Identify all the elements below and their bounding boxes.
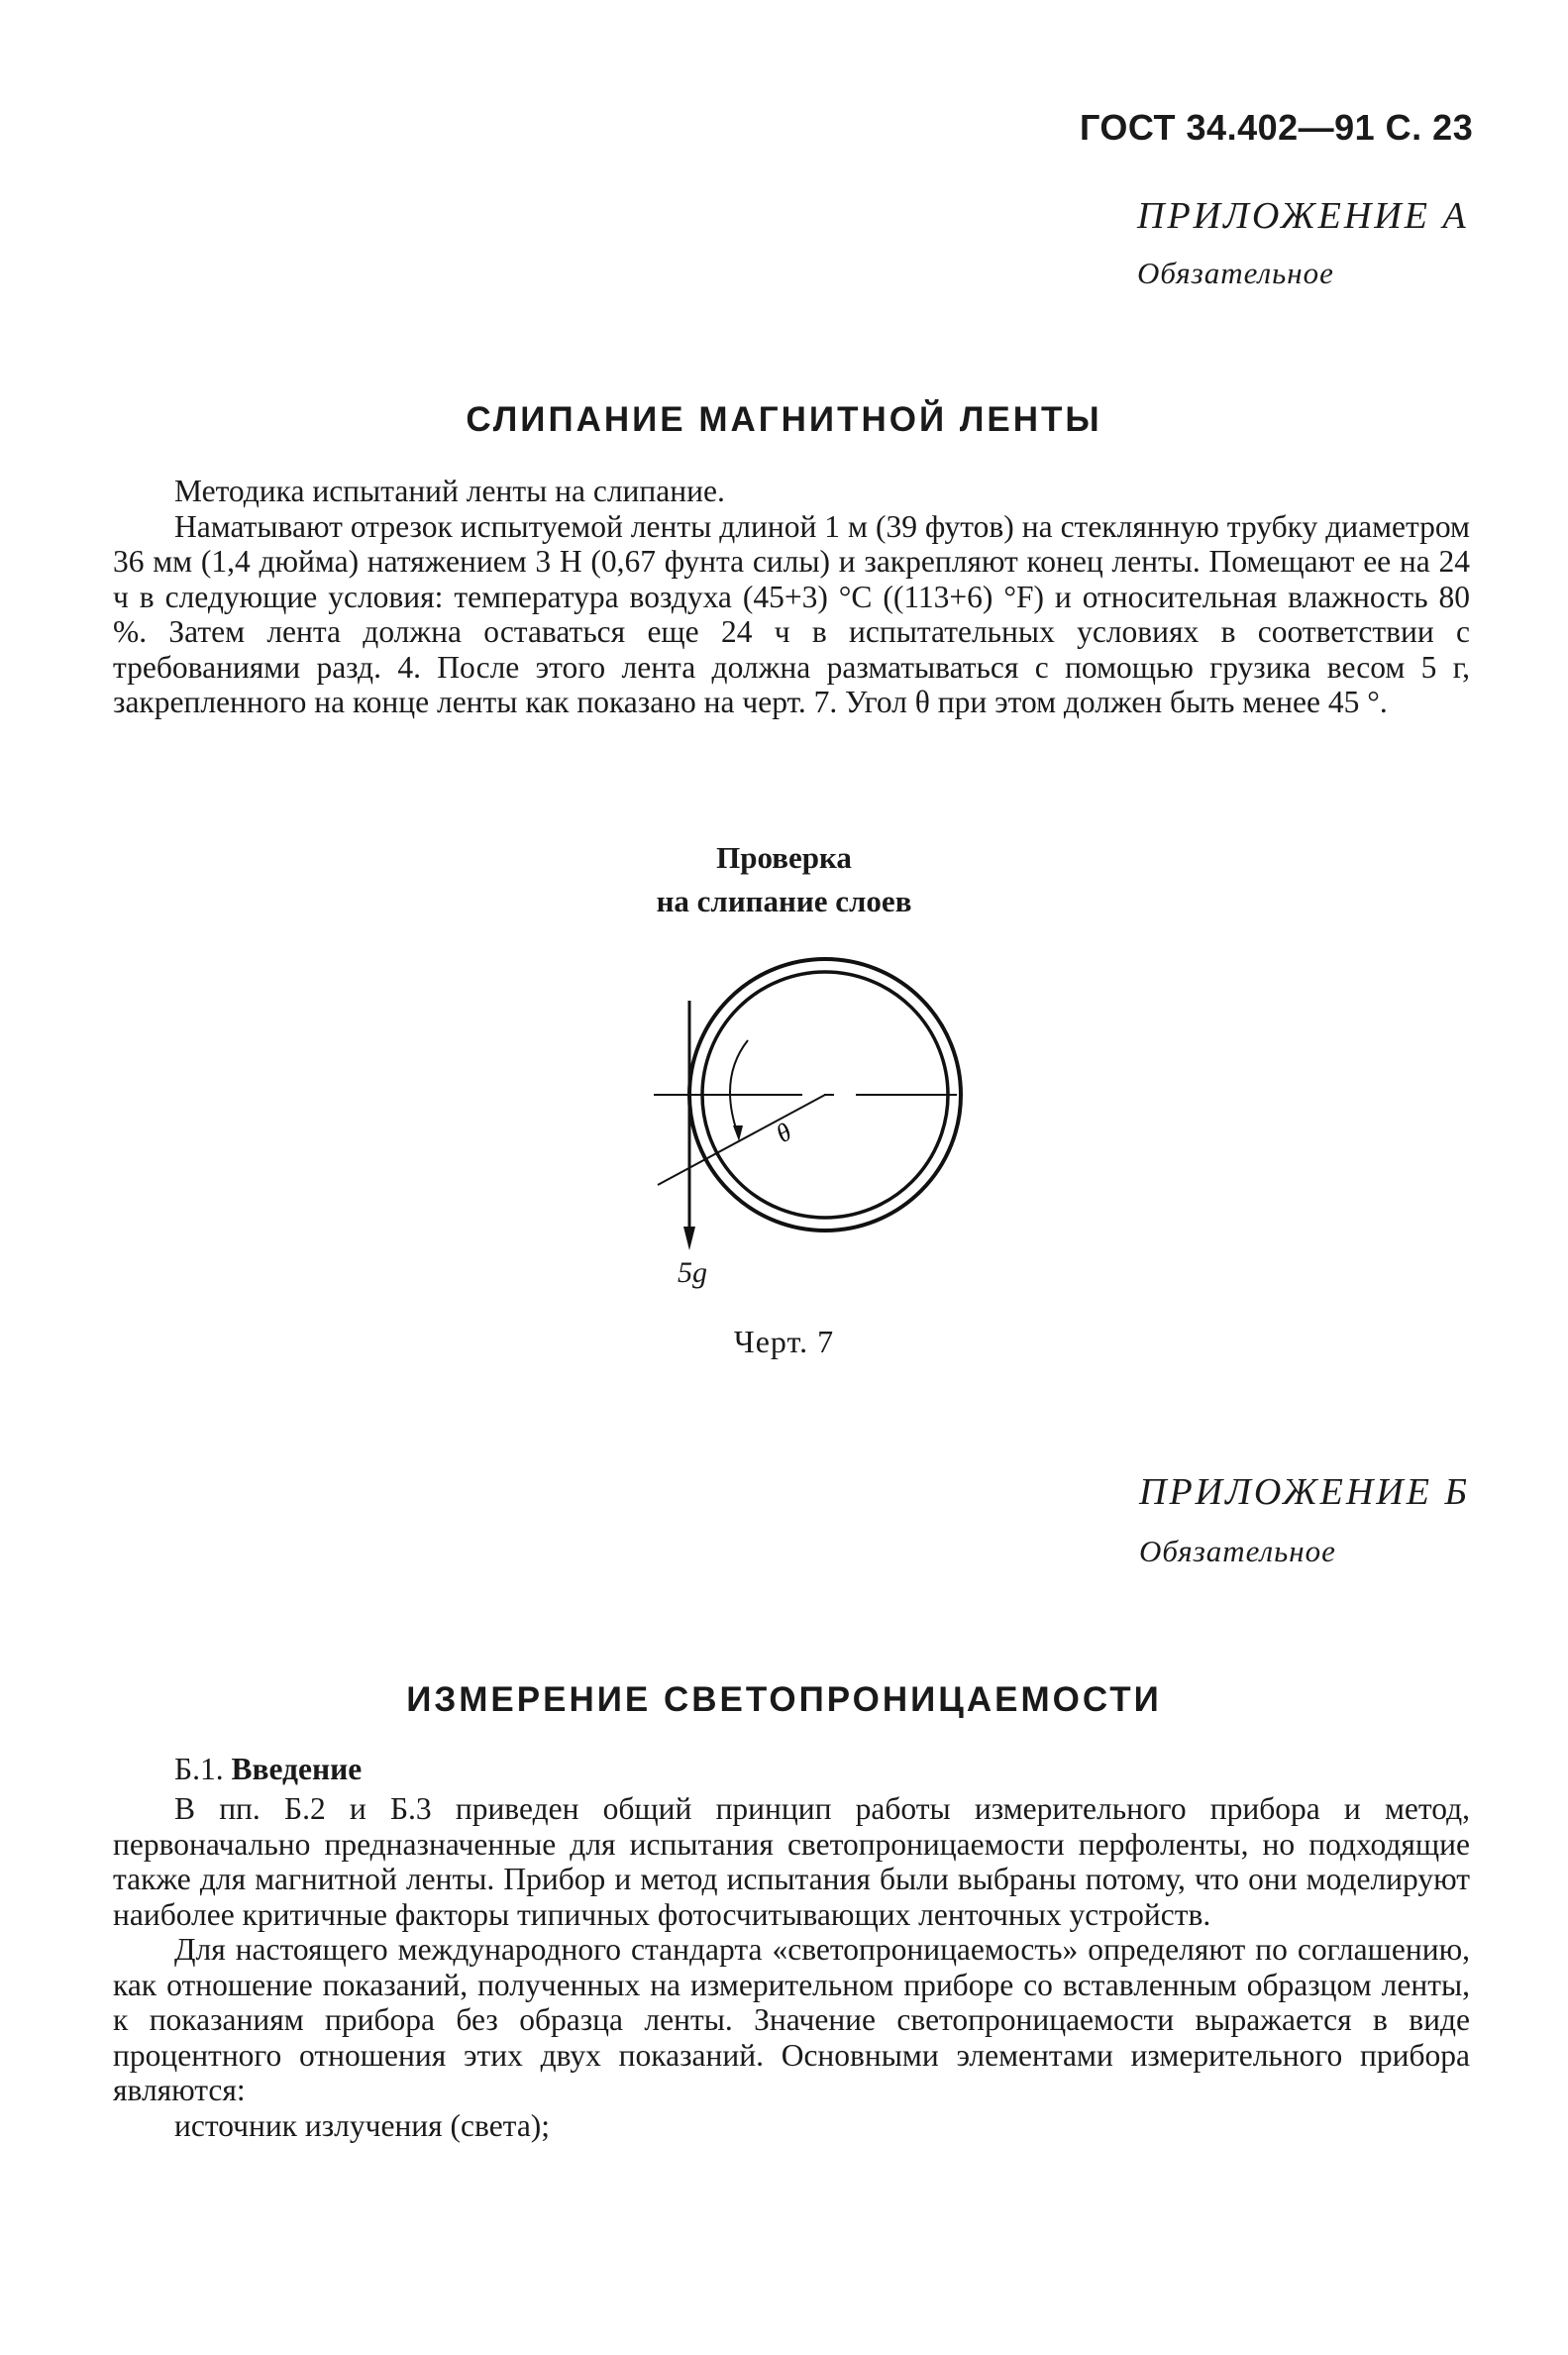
paragraph: В пп. Б.2 и Б.3 приведен общий принцип работы измерительного прибора и метод, первоначально предназначенные для испытания светопроницаемости перфоленты, но подходящие также для магнитной ленты. Прибор и метод испытания были выбраны потому, что они моделируют наиболее критичные факторы типичных фотосчитывающих ленточных устройств. xyxy=(113,1791,1470,1932)
weight-arrow-icon xyxy=(683,1227,695,1250)
subsection-title: Введение xyxy=(231,1752,363,1786)
figure-caption xyxy=(0,836,1568,923)
page-header: ГОСТ 34.402—91 С. 23 xyxy=(1080,107,1474,148)
paragraph: Методика испытаний ленты на слипание. xyxy=(174,474,725,508)
figure-caption-line1: Проверка xyxy=(716,840,852,875)
appendix-b-title: ПРИЛОЖЕНИЕ Б xyxy=(1139,1471,1470,1513)
radial-line xyxy=(658,1095,825,1185)
appendix-b-status: Обязательное xyxy=(1139,1534,1336,1568)
paragraph: Для настоящего международного стандарта «светопроницаемость» определяют по соглашению, как отношение показаний, полученных на измерительном приборе со вставленным образцом ленты, к показаниям прибора без образца ленты. Значение светопроницаемости выражается в виде процентного отношения этих двух показаний. Основными элементами измерительного прибора являются: xyxy=(113,1932,1470,2107)
paragraph: источник излучения (света); xyxy=(174,2107,551,2143)
appendix-a-status: Обязательное xyxy=(1137,256,1334,290)
appendix-b-body xyxy=(113,1791,1470,2143)
angle-arc xyxy=(730,1040,748,1134)
tape-sticking-diagram xyxy=(594,931,991,1318)
section-title-transmittance: ИЗМЕРЕНИЕ СВЕТОПРОНИЦАЕМОСТИ xyxy=(406,1680,1162,1719)
subsection-heading xyxy=(174,1752,362,1787)
section-title-sticking: СЛИПАНИЕ МАГНИТНОЙ ЛЕНТЫ xyxy=(466,400,1102,439)
subsection-number: Б.1. xyxy=(174,1752,224,1786)
paragraph: Наматывают отрезок испытуемой ленты длиной 1 м (39 футов) на стеклянную трубку диаметром 36 мм (1,4 дюйма) натяжением 3 Н (0,67 фунта силы) и закрепляют конец ленты. Помещают ее на 24 ч в следующие условия: температура воздуха (45+3) °С ((113+6) °F) и относительная влажность 80 %. Затем лента должна оставаться еще 24 ч в испытательных условиях в соответствии с требованиями разд. 4. После этого лента должна разматываться с помощью грузика весом 5 г, закрепленного на конце ленты как показано на черт. 7. Угол θ при этом должен быть менее 45 °. xyxy=(113,508,1470,719)
angle-symbol: θ xyxy=(771,1117,797,1149)
appendix-a-body xyxy=(113,474,1470,720)
appendix-a-title: ПРИЛОЖЕНИЕ А xyxy=(1137,195,1469,237)
figure-label: Черт. 7 xyxy=(733,1324,835,1359)
figure-caption-line2: на слипание слоев xyxy=(656,884,912,918)
weight-label: 5g xyxy=(678,1256,707,1289)
